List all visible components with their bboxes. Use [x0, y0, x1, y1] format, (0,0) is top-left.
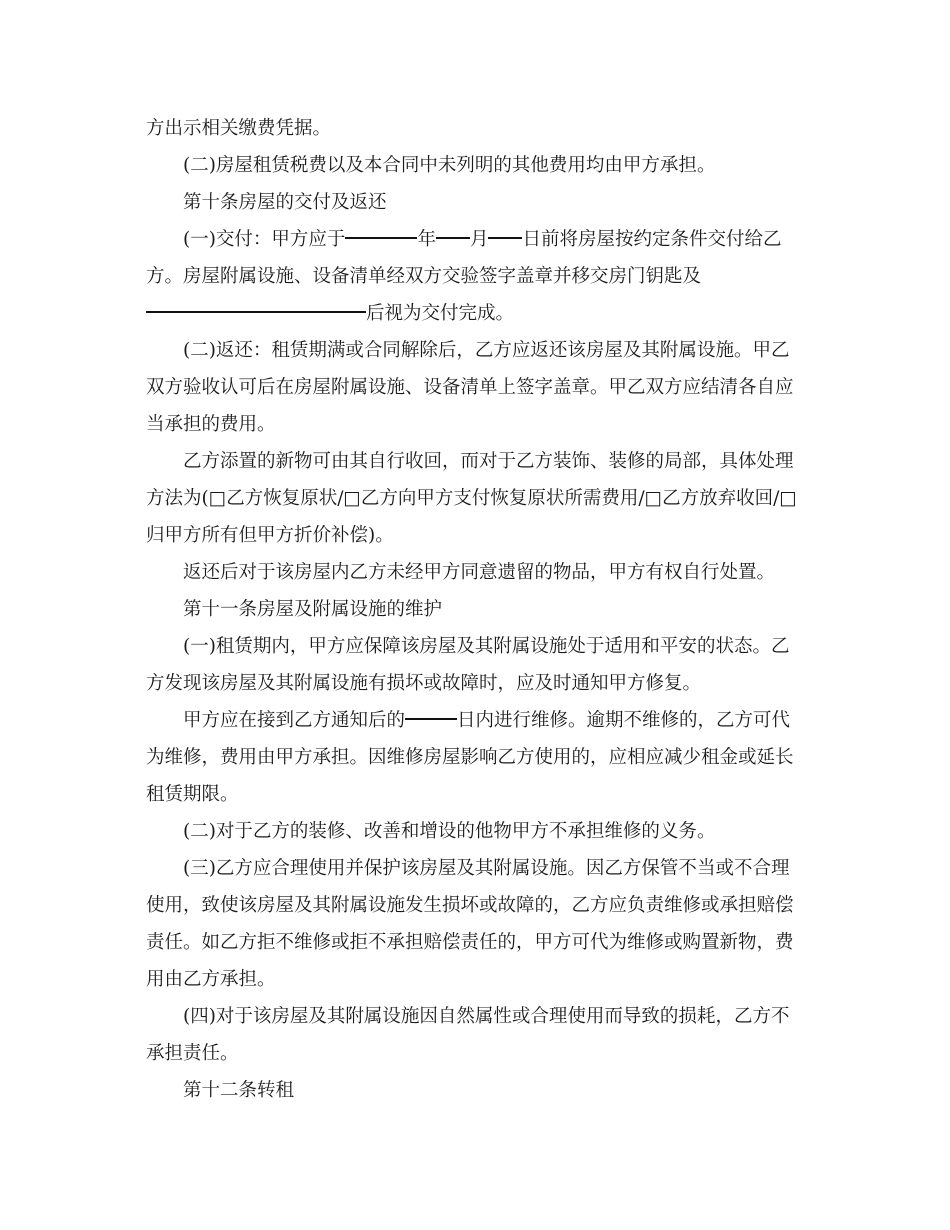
paragraph-natural-wear: (四)对于该房屋及其附属设施因自然属性或合理使用而导致的损耗，乙方不承担责任。 — [146, 1006, 790, 1064]
delivery-text-end: 后视为交付完成。 — [366, 303, 515, 324]
article-11-heading: 第十一条房屋及附属设施的维护 — [183, 599, 443, 620]
delivery-text-body: 日前将房屋按约定条件交付给乙方。房屋附属设施、设备清单经双方交验签字盖章并移交房门钥匙及 — [146, 229, 782, 287]
paragraph-tax-fees: (二)房屋租赁税费以及本合同中未列明的其他费用均由甲方承担。 — [183, 155, 716, 176]
paragraph-improvements: 乙方添置的新物可由其自行收回，而对于乙方装饰、装修的局部，具体处理方法为(□乙方恢复原状/□乙方向甲方支付恢复原状所需费用/□乙方放弃收回/□归甲方所有但甲方折价补偿)。 — [146, 451, 797, 546]
paragraph-maintenance-duty: (一)租赁期内，甲方应保障该房屋及其附属设施处于适用和平安的状态。乙方发现该房屋及其附属设施有损坏或故障时，应及时通知甲方修复。 — [146, 636, 790, 694]
days-blank — [405, 718, 457, 720]
month-label: 月 — [469, 229, 489, 250]
repair-text-body: 日内进行维修。逾期不维修的，乙方可代为维修，费用由甲方承担。因维修房屋影响乙方使用的，应相应减少租金或延长租赁期限。 — [146, 710, 794, 805]
paragraph-left-items: 返还后对于该房屋内乙方未经甲方同意遗留的物品，甲方有权自行处置。 — [183, 562, 776, 583]
article-12-heading: 第十二条转租 — [183, 1080, 295, 1101]
day-blank — [488, 237, 522, 239]
paragraph-repair-deadline — [146, 702, 806, 813]
repair-text-intro: 甲方应在接到乙方通知后的 — [183, 710, 406, 731]
year-label: 年 — [417, 229, 436, 250]
month-blank — [436, 237, 470, 239]
delivery-text-intro: (一)交付：甲方应于 — [183, 229, 346, 250]
paragraph-delivery — [146, 221, 806, 332]
paragraph-tenant-care: (三)乙方应合理使用并保护该房屋及其附属设施。因乙方保管不当或不合理使用，致使该房屋及其附属设施发生损坏或故障的，乙方应负责维修或承担赔偿责任。如乙方拒不维修或拒不承担赔偿责任的，甲方可代为维修或购置新物，费用由乙方承担。 — [146, 858, 794, 990]
year-blank — [345, 237, 417, 239]
article-10-heading: 第十条房屋的交付及返还 — [183, 192, 387, 213]
paragraph-payment-receipt: 方出示相关缴费凭据。 — [146, 118, 332, 139]
document-body — [146, 110, 806, 1109]
items-blank — [146, 311, 366, 313]
paragraph-return: (二)返还：租赁期满或合同解除后，乙方应返还该房屋及其附属设施。甲乙双方验收认可后在房屋附属设施、设备清单上签字盖章。甲乙双方应结清各自应当承担的费用。 — [146, 340, 794, 435]
paragraph-tenant-improvements: (二)对于乙方的装修、改善和增设的他物甲方不承担维修的义务。 — [183, 821, 716, 842]
